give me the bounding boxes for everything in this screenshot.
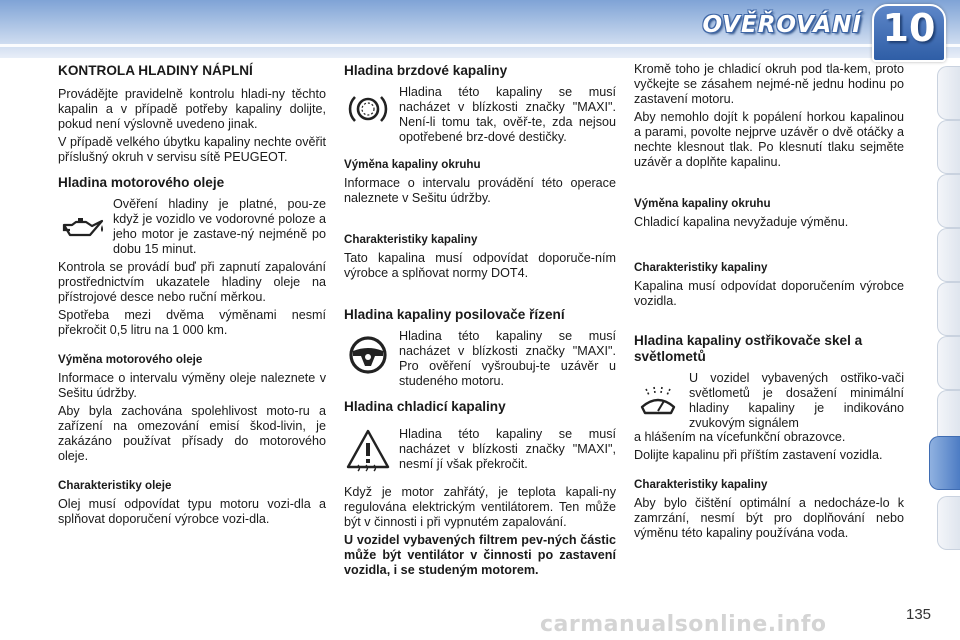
washer-fluid-icon [634, 377, 682, 425]
watermark: carmanualsonline.info [540, 612, 827, 637]
oil-icon-block [58, 197, 326, 257]
brake-warning-icon [344, 85, 392, 133]
chapter-title: OVĚŘOVÁNÍ [702, 12, 862, 38]
section-heading-steering-fluid: Hladina kapaliny posilovače řízení [344, 307, 565, 322]
page-number: 135 [906, 606, 932, 623]
side-tab[interactable] [937, 66, 960, 120]
subheading-oil-spec: Charakteristiky oleje [58, 479, 172, 492]
brake-icon-note: Hladina této kapaliny se musí nacházet v blízkosti značky "MAXI". Není-li tomu tak, ověř-te, zda nejsou opotřebené brz-dové destičky. [399, 85, 616, 144]
chapter-side-tabs [932, 66, 960, 576]
oil-change-paragraph: Informace o intervalu výměny oleje naleznete v Sešitu údržby. [58, 371, 326, 400]
washer-icon-note: U vozidel vybavených ostřiko-vači světlometů je dosažení minimální hladiny kapaliny je indikováno zvukovým signálem [689, 371, 904, 430]
subheading-coolant-change: Výměna kapaliny okruhu [634, 197, 771, 210]
washer-paragraph: a hlášením na vícefunkční obrazovce. [634, 430, 846, 444]
column-left [58, 58, 326, 530]
steering-wheel-icon [344, 329, 392, 377]
section-heading-fluid-levels: KONTROLA HLADINY NÁPLNÍ [58, 63, 253, 78]
subheading-coolant-spec: Charakteristiky kapaliny [634, 261, 768, 274]
side-tab[interactable] [937, 336, 960, 390]
side-tab[interactable] [937, 228, 960, 282]
brake-icon-block [344, 85, 616, 145]
section-heading-engine-oil: Hladina motorového oleje [58, 175, 225, 190]
side-tab[interactable] [937, 282, 960, 336]
intro-paragraph: V případě velkého úbytku kapaliny nechte ověřit příslušný okruh v servisu sítě PEUGEOT. [58, 135, 326, 164]
coolant-change-paragraph: Chladicí kapalina nevyžaduje výměnu. [634, 215, 849, 229]
header-divider [0, 44, 960, 47]
oil-change-paragraph: Aby byla zachována spolehlivost moto-ru a zařízení na omezování emisí škod-livin, je zakázáno používat přísady do motorového oleje. [58, 404, 326, 463]
coolant-paragraph: Kromě toho je chladicí okruh pod tla-kem, proto vyčkejte se zásahem nejmé-ně jednu hodinu po zastavení motoru. [634, 62, 904, 106]
oil-can-icon [58, 203, 106, 251]
subheading-washer-spec: Charakteristiky kapaliny [634, 478, 768, 491]
oil-spec-paragraph: Olej musí odpovídat typu motoru vozi-dla a splňovat doporučení výrobce vozi-dla. [58, 497, 326, 526]
side-tab-active[interactable] [929, 436, 960, 490]
washer-paragraph: Dolijte kapalinu při příštím zastavení vozidla. [634, 448, 883, 462]
subheading-brake-change: Výměna kapaliny okruhu [344, 158, 481, 171]
section-heading-coolant: Hladina chladicí kapaliny [344, 399, 506, 414]
coolant-warning-paragraph: U vozidel vybavených filtrem pev-ných částic může být ventilátor v činnosti po zastavení vozidla, i se studeným motorem. [344, 533, 616, 577]
subheading-brake-spec: Charakteristiky kapaliny [344, 233, 478, 246]
steering-icon-block [344, 329, 616, 389]
hot-coolant-warning-icon [344, 427, 392, 475]
coolant-paragraph: Aby nemohlo dojít k popálení horkou kapalinou a parami, povolte nejprve uzávěr o dvě otáčky a nechte klesnout tlak. Po klesnutí tlaku sejměte uzávěr a doplňte kapalinu. [634, 110, 904, 169]
brake-spec-paragraph: Tato kapalina musí odpovídat doporuče-ním výrobce a splňovat normy DOT4. [344, 251, 616, 280]
brake-change-paragraph: Informace o intervalu provádění této operace naleznete v Sešitu údržby. [344, 176, 616, 205]
intro-paragraph: Provádějte pravidelně kontrolu hladi-ny těchto kapalin a v případě potřeby kapaliny dolijte, pokud není výslovně uvedeno jinak. [58, 87, 326, 131]
side-tab[interactable] [937, 174, 960, 228]
section-heading-washer-fluid: Hladina kapaliny ostřikovače skel a světlometů [634, 333, 863, 364]
coolant-spec-paragraph: Kapalina musí odpovídat doporučením výrobce vozidla. [634, 279, 904, 308]
chapter-number: 10 [882, 6, 936, 50]
subheading-oil-change: Výměna motorového oleje [58, 353, 203, 366]
side-tab[interactable] [937, 120, 960, 174]
column-middle [344, 58, 616, 581]
side-tab[interactable] [937, 496, 960, 550]
steering-icon-note: Hladina této kapaliny se musí nacházet v blízkosti značky "MAXI". Pro ověření vyšroubuj-te uzávěr u studeného motoru. [399, 329, 616, 388]
section-heading-brake-fluid: Hladina brzdové kapaliny [344, 63, 508, 78]
oil-paragraph: Spotřeba mezi dvěma výměnami nesmí překročit 0,5 litru na 1 000 km. [58, 308, 326, 337]
coolant-icon-block [344, 427, 616, 485]
washer-spec-paragraph: Aby bylo čištění optimální a nedocháze-lo k zamrzání, nesmí být pro doplňování nebo výměnu této kapaliny používána voda. [634, 496, 904, 540]
coolant-paragraph: Když je motor zahřátý, je teplota kapali-ny regulována elektrickým ventilátorem. Ten může být v činnosti i při vypnutém zapalování. [344, 485, 616, 529]
oil-icon-note: Ověření hladiny je platné, pou-ze když je vozidlo ve vodorovné poloze a jeho motor je zastave-ný nejméně po dobu 15 minut. [113, 197, 326, 256]
oil-paragraph: Kontrola se provádí buď při zapnutí zapalování prostřednictvím ukazatele hladiny oleje na přístrojové desce nebo ruční měrkou. [58, 260, 326, 304]
washer-icon-block [634, 371, 904, 431]
coolant-icon-note: Hladina této kapaliny se musí nacházet v blízkosti značky "MAXI", nesmí jí však překročit. [399, 427, 616, 471]
column-right [634, 58, 904, 544]
